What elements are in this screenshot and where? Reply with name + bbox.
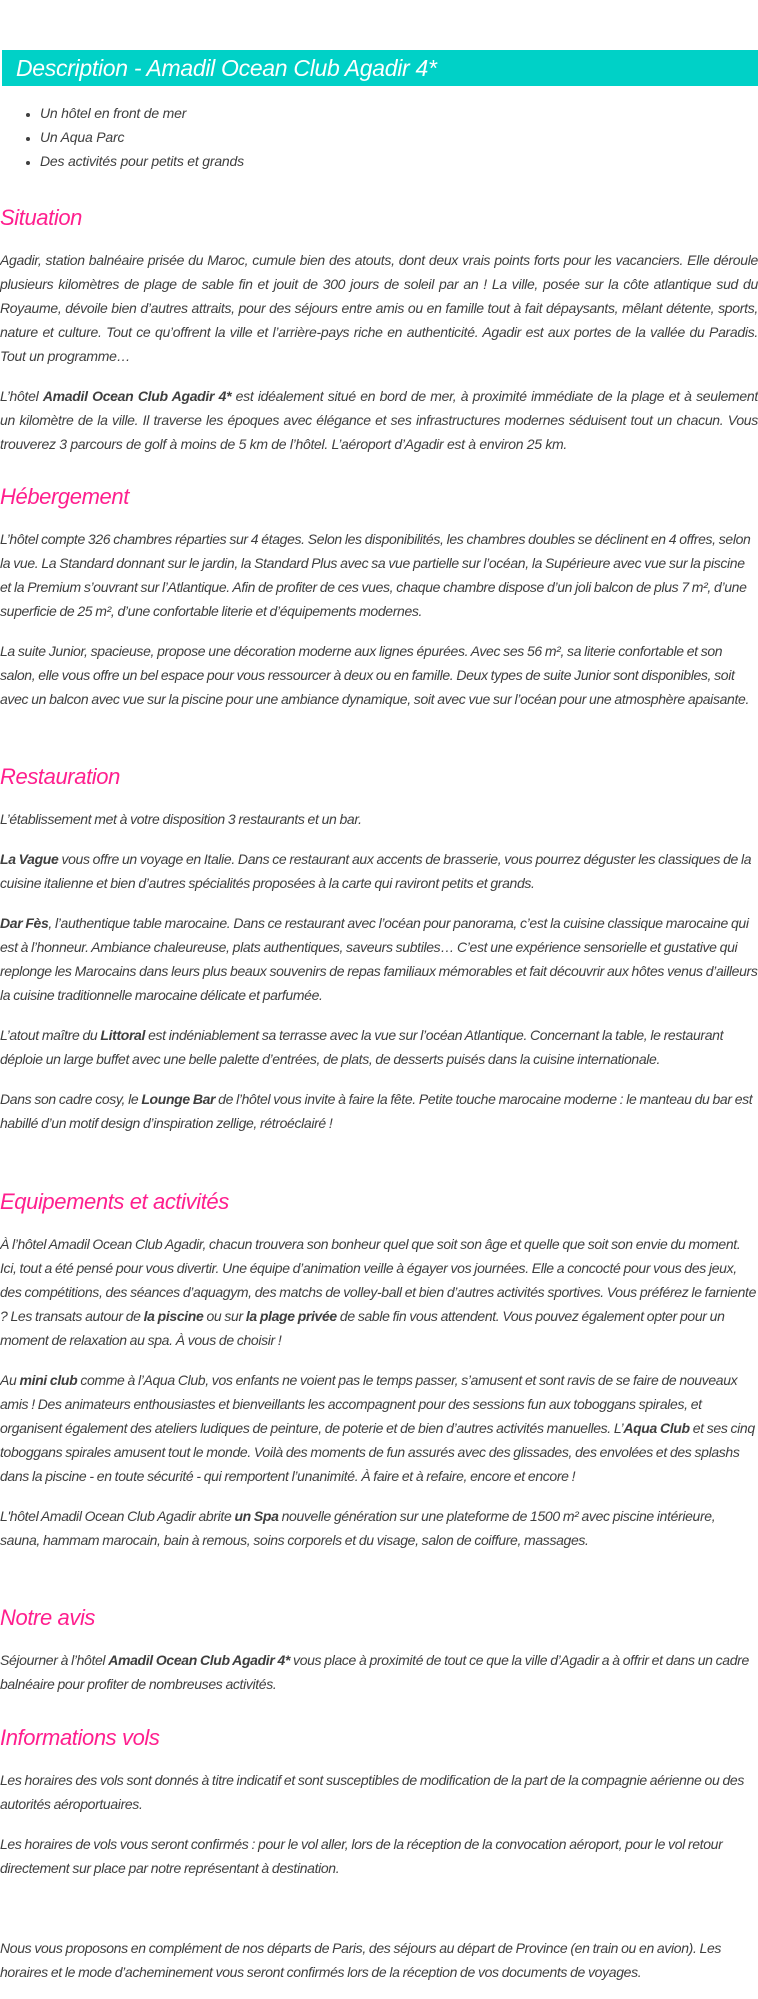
text: Au [0,1372,20,1388]
description-banner [2,50,758,86]
text: , l’authentique table marocaine. Dans ce restaurant avec l’océan pour panorama, c’est la cuisine classique marocaine qui est à l’honneur. Ambiance chaleureuse, plats authentiques, saveurs subtiles… C’est une expérience sensorielle et gustative qui replonge les Marocains dans leurs plus beaux souvenirs de repas familiaux mémorables et fait découvrir aux hôtes venus d’ailleurs la cuisine traditionnelle marocaine délicate et parfumée. [0,915,758,1003]
section-equipements [0,1187,758,1552]
vols-paragraph-1: Les horaires des vols sont donnés à titre indicatif et sont susceptibles de modification de la part de la compagnie aérienne ou des autorités aéroportuaires. [0,1772,744,1812]
section-hebergement [0,482,758,711]
situation-paragraph-1: Agadir, station balnéaire prisée du Maroc, cumule bien des atouts, dont deux vrais points forts pour les vacanciers. Elle déroule plusieurs kilomètres de plage de sable fin et jouit de 300 jours de soleil par an ! La ville, posée sur la côte atlantique sud du Royaume, dévoile bien d’autres attraits, pour des séjours entre amis ou en famille tout à fait dépaysants, mêlant détente, sports, nature et culture. Tout ce qu’offrent la ville et l’arrière-pays riche en authenticité. Agadir est aux portes de la vallée du Paradis. Tout un programme… [0,252,758,364]
text: L’hôtel [0,388,43,404]
section-situation [0,203,758,456]
bar-name-bold: Lounge Bar [141,1091,216,1107]
text: Séjourner à l’hôtel [0,1652,109,1668]
hebergement-paragraph-1: L’hôtel compte 326 chambres réparties sur 4 étages. Selon les disponibilités, les chambres doubles se déclinent en 4 offres, selon la vue. La Standard donnant sur le jardin, la Standard Plus avec sa vue partielle sur l’océan, la Supérieure avec vue sur la piscine et la Premium s’ouvrant sur l’Atlantique. Afin de profiter de ces vues, chaque chambre dispose d’un joli balcon de plus 7 m², d’une superficie de 25 m², d’une confortable literie et d’équipements modernes. [0,531,751,619]
text: de sable fin vous attendent. Vous pouvez également opter pour un moment de relaxation au spa. À vous de choisir ! [0,1308,725,1348]
text: de l’hôtel vous invite à faire la fête. Petite touche marocaine moderne : le manteau du bar est habillé d’un motif design d’inspiration zellige, rétroéclairé ! [0,1091,753,1131]
section-title-avis: Notre avis [0,1605,96,1630]
private-beach-bold: la plage privée [245,1308,337,1324]
mini-club-bold: mini club [19,1372,78,1388]
highlight-item: • Un hôtel en front de mer [40,101,758,125]
restauration-paragraph-la-vague [0,847,758,895]
vols-paragraph-2: Les horaires de vols vous seront confirmés : pour le vol aller, lors de la réception de la convocation aéroport, pour le vol retour directement sur place par notre représentant à destination. [0,1836,723,1876]
highlight-item: • Un Aqua Parc [40,125,758,149]
section-title-vols: Informations vols [0,1725,160,1750]
restauration-paragraph-1: L’établissement met à votre disposition 3 restaurants et un bar. [0,811,362,827]
avis-paragraph [0,1648,758,1696]
text: vous offre un voyage en Italie. Dans ce restaurant aux accents de brasserie, vous pourrez déguster les classiques de la cuisine italienne et bien d’autres spécialités proposées à la carte qui raviront petits et grands. [0,851,752,891]
text: nouvelle génération sur une plateforme de 1500 m² avec piscine intérieure, sauna, hammam marocain, bain à remous, soins corporels et du visage, salon de coiffure, massages. [0,1508,716,1548]
text: est idéalement situé en bord de mer, à proximité immédiate de la plage et à seulement un kilomètre de la ville. Il traverse les époques avec élégance et ses infrastructures modernes séduisent tout un chacun. Vous trouverez 3 parcours de golf à moins de 5 km de l’hôtel. L’aéroport d’Agadir est à environ 25 km. [0,388,758,452]
text: et ses cinq toboggans spirales amusent tout le monde. Voilà des moments de fun assurés avec des glissades, des envolées et des splashs dans la piscine - en toute sécurité - qui remportent l’unanimité. À faire et à refaire, encore et encore ! [0,1420,755,1484]
equipements-paragraph-3 [0,1504,758,1552]
equipements-paragraph-2 [0,1368,758,1488]
section-avis [0,1603,758,1696]
text: est indéniablement sa terrasse avec la vue sur l’océan Atlantique. Concernant la table, le restaurant déploie un large buffet avec une belle palette d’entrées, de plats, de desserts puisés dans la cuisine internationale. [0,1027,724,1067]
text: comme à l’Aqua Club, vos enfants ne voient pas le temps passer, s’amusent et sont ravis de se faire de nouveaux amis ! Des animateurs enthousiastes et bienveillants les accompagnent pour des sessions fun aux toboggans spirales, et organisent également des ateliers ludiques de peinture, de poterie et de bien d’autres activités manuelles. L’ [0,1372,738,1436]
restaurant-name-bold: La Vague [0,851,59,867]
highlights-list [0,101,758,173]
text: L’atout maître du [0,1027,101,1043]
hebergement-paragraph-2: La suite Junior, spacieuse, propose une décoration moderne aux lignes épurées. Avec ses 56 m², sa literie confortable et son salon, elle vous offre un bel espace pour vous ressourcer à deux ou en famille. Deux types de suite Junior sont disponibles, soit avec un balcon avec vue sur la piscine pour une ambiance dynamique, soit avec vue sur l’océan pour une atmosphère apaisante. [0,643,749,707]
restaurant-name-bold: Littoral [100,1027,146,1043]
page-title: Description - Amadil Ocean Club Agadir 4* [16,54,437,81]
pool-bold: la piscine [143,1308,204,1324]
aqua-club-bold: Aqua Club [623,1420,690,1436]
text: ou sur [203,1308,246,1324]
restauration-paragraph-dar-fes [0,911,758,1007]
section-title-situation: Situation [0,205,83,230]
spa-bold: un Spa [234,1508,279,1524]
vols-paragraph-3: Nous vous proposons en complément de nos départs de Paris, des séjours au départ de Province (en train ou en avion). Les horaires et le mode d’acheminement vous seront confirmés lors de la réception de vos documents de voyages. [0,1940,722,1980]
hotel-name-bold: Amadil Ocean Club Agadir 4* [42,388,232,404]
situation-paragraph-2 [0,384,758,456]
text: L'hôtel Amadil Ocean Club Agadir abrite [0,1508,235,1524]
restauration-paragraph-lounge-bar [0,1087,758,1135]
section-title-restauration: Restauration [0,764,120,789]
text: vous place à proximité de tout ce que la ville d’Agadir a à offrir et dans un cadre balnéaire pour profiter de nombreuses activités. [0,1652,749,1692]
highlight-item: • Des activités pour petits et grands [40,149,758,173]
section-title-hebergement: Hébergement [0,484,129,509]
section-title-equipements: Equipements et activités [0,1189,229,1214]
restauration-paragraph-littoral [0,1023,758,1071]
text: À l’hôtel Amadil Ocean Club Agadir, chacun trouvera son bonheur quel que soit son âge et quelle que soit son envie du moment. Ici, tout a été pensé pour vous divertir. Une équipe d’animation veille à égayer vos journées. Elle a concocté pour vous des jeux, des compétitions, des séances d’aquagym, des matchs de volley-ball et bien d’autres activités sportives. Vous préférez le farniente ? Les transats autour de [0,1236,757,1324]
text: Dans son cadre cosy, le [0,1091,142,1107]
section-vols [0,1723,758,1984]
restaurant-name-bold: Dar Fès [0,915,49,931]
hotel-name-bold: Amadil Ocean Club Agadir 4* [108,1652,290,1668]
equipements-paragraph-1 [0,1232,758,1352]
section-restauration [0,762,758,1135]
